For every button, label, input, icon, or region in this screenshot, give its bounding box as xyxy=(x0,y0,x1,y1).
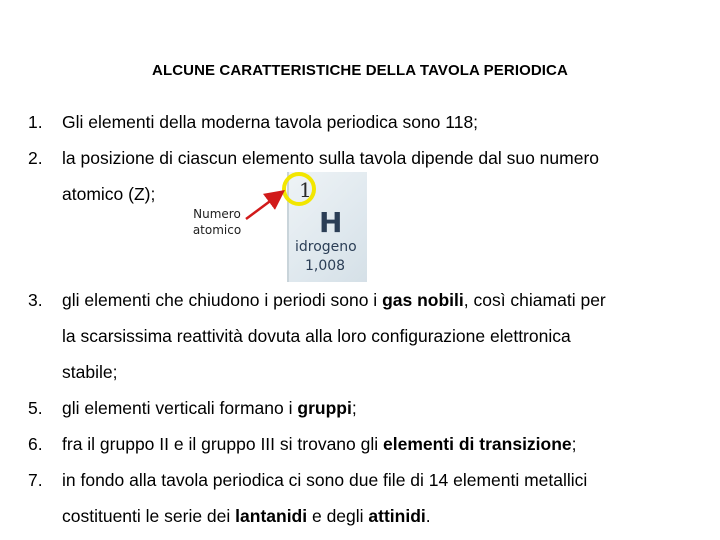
element-atomic-number: 1 xyxy=(299,178,312,202)
element-symbol: H xyxy=(319,206,343,239)
list-text: Gli elementi della moderna tavola periodica sono 118; xyxy=(62,112,479,132)
note-line-1: Numero xyxy=(193,207,241,221)
text-run: e degli xyxy=(307,506,369,526)
text-run: fra il gruppo II e il gruppo III si trovano gli xyxy=(62,434,383,454)
bold-term: attinidi xyxy=(368,506,426,526)
bold-term: gas nobili xyxy=(382,290,464,310)
list-text-continuation: stabile; xyxy=(62,362,118,382)
text-run: , così chiamati per xyxy=(463,290,606,310)
page-title: ALCUNE CARATTERISTICHE DELLA TAVOLA PERIODICA xyxy=(152,62,568,79)
list-text xyxy=(62,433,577,455)
bold-term: lantanidi xyxy=(235,506,308,526)
text-run: gli elementi che chiudono i periodi sono i xyxy=(62,290,383,310)
atomic-number-note xyxy=(186,206,248,238)
element-mass: 1,008 xyxy=(305,258,346,274)
bold-term: elementi di transizione xyxy=(383,434,572,454)
list-text: in fondo alla tavola periodica ci sono due file di 14 elementi metallici xyxy=(62,470,588,490)
list-text-continuation xyxy=(62,505,431,527)
list-text: la posizione di ciascun elemento sulla tavola dipende dal suo numero xyxy=(62,148,600,168)
note-line-2: atomico xyxy=(192,223,242,237)
list-number: 3. xyxy=(28,290,43,310)
text-run: costituenti le serie dei xyxy=(62,506,236,526)
text-run: ; xyxy=(571,434,577,454)
element-name: idrogeno xyxy=(295,239,357,255)
list-text xyxy=(62,289,606,311)
list-number: 1. xyxy=(28,112,43,132)
bold-term: gruppi xyxy=(297,398,352,418)
list-number: 6. xyxy=(28,434,43,454)
pointer-arrow-icon xyxy=(246,193,281,219)
list-text-continuation: atomico (Z); xyxy=(62,184,156,204)
list-number: 5. xyxy=(28,398,43,418)
list-text-continuation: la scarsissima reattività dovuta alla loro configurazione elettronica xyxy=(62,326,571,346)
list-number: 2. xyxy=(28,148,43,168)
list-number: 7. xyxy=(28,470,43,490)
list-text xyxy=(62,397,357,419)
text-run: . xyxy=(425,506,431,526)
hydrogen-element-card xyxy=(287,172,367,282)
text-run: gli elementi verticali formano i xyxy=(62,398,298,418)
text-run: ; xyxy=(351,398,357,418)
